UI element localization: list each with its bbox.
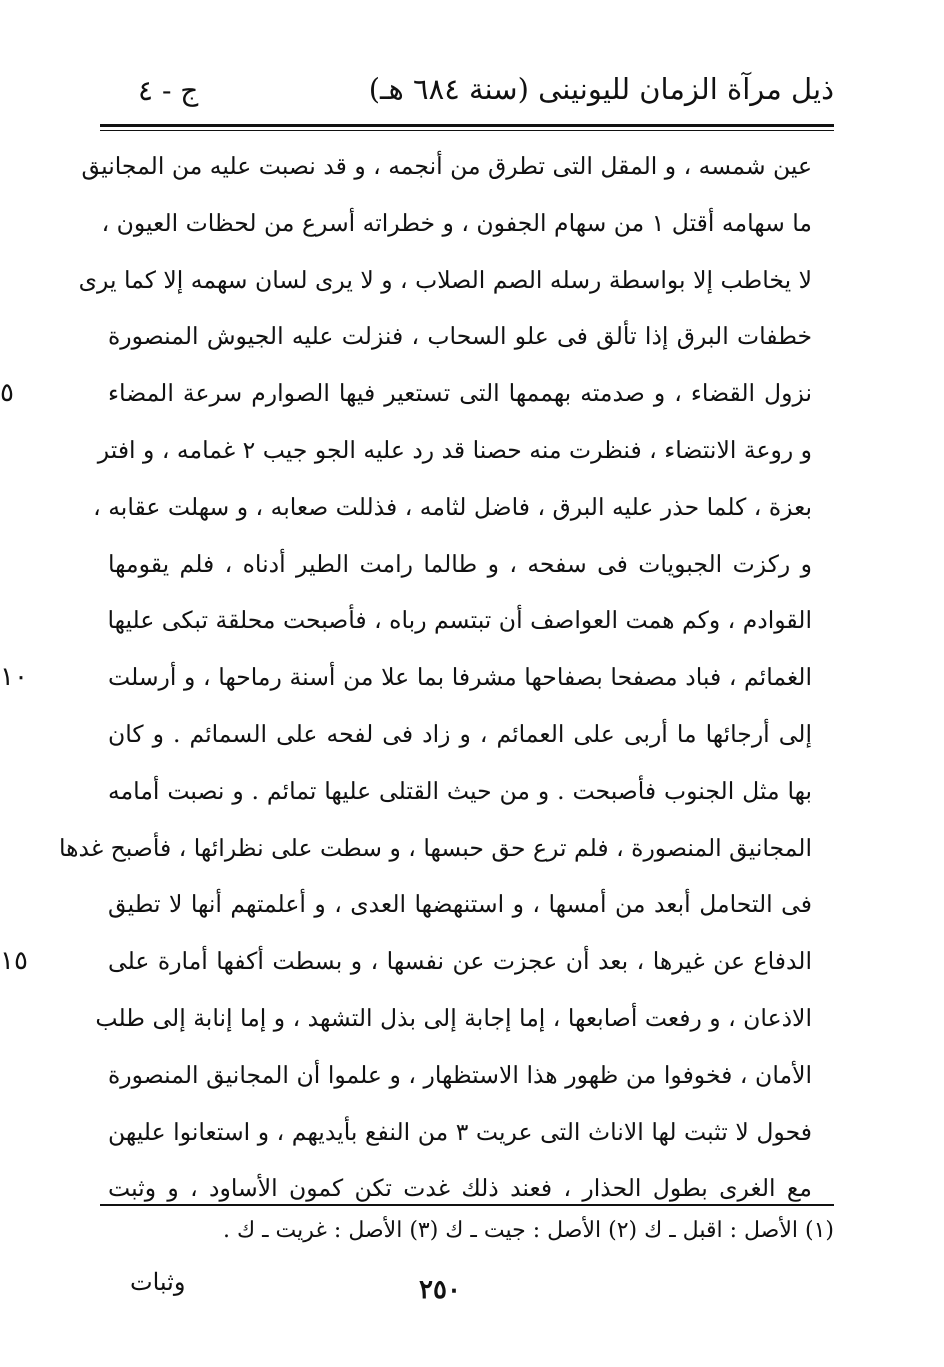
- text-line-14: [108, 876, 812, 933]
- text-line-18: [108, 1104, 812, 1161]
- line-number: ١٠: [0, 662, 28, 693]
- footnote-rule: [100, 1204, 834, 1206]
- header-rule-thick: [100, 124, 834, 127]
- line-text: المجانيق المنصورة ، فلم ترع حق حبسها ، و سطت على نظرائها ، فأصبح غدها: [58, 833, 812, 862]
- line-text: و ركزت الجبويات فى سفحه ، و طالما رامت الطير أدناه ، فلم يقومها: [108, 549, 812, 578]
- line-text: خطفات البرق إذا تألق فى علو السحاب ، فنزلت عليه الجيوش المنصورة: [108, 322, 812, 351]
- line-text: نزول القضاء ، و صدمته بهممها التى تستعير فيها الصوارم سرعة المضاء: [108, 379, 812, 408]
- text-line-6: [97, 422, 812, 479]
- text-line-2: [101, 195, 812, 252]
- text-line-17: [108, 1047, 812, 1104]
- text-line-12: [108, 763, 812, 820]
- line-text: عين شمسه ، و المقل التى تطرق من أنجمه ، و قد نصبت عليه من المجانيق: [81, 152, 812, 180]
- header-volume: ج - ٤: [138, 74, 199, 107]
- line-text: بعزة ، كلما حذر عليه البرق ، فاضل لثامه ، فذللت صعابه ، و سهلت عقابه ،: [93, 492, 812, 521]
- line-text: و روعة الانتضاء ، فنظرت منه حصنا قد رد عليه الجو جيب ٢ غمامه ، و افتر: [97, 435, 812, 464]
- line-text: بها مثل الجنوب فأصبحت . و من حيث القتلى عليها تمائم . و نصبت أمامه: [108, 776, 812, 805]
- text-line-3: [78, 252, 812, 309]
- line-text: لا يخاطب إلا بواسطة رسله الصم الصلاب ، و لا يرى لسان سهمه إلا كما يرى: [78, 265, 812, 294]
- page-number: ٢٥٠: [419, 1275, 461, 1305]
- text-line-9: [108, 592, 812, 649]
- line-text: مع الغرى بطول الحذار ، فعند ذلك غدت تكن كمون الأساود ، و وثبت: [108, 1174, 812, 1203]
- line-number: ٥: [0, 378, 14, 409]
- header-rule-thin: [100, 130, 834, 131]
- header-title: ذيل مرآة الزمان لليونينى (سنة ٦٨٤ هـ): [368, 72, 834, 106]
- text-line-4: [108, 308, 812, 365]
- text-line-11: [108, 706, 812, 763]
- text-line-5: [0, 365, 812, 422]
- line-text: إلى أرجائها ما أربى على العمائم ، و زاد فى لفحه على السمائم . و كان: [108, 719, 812, 748]
- text-line-15: [0, 933, 812, 990]
- footnotes: (١) الأصل : اقبل ـ ك (٢) الأصل : جيت ـ ك (٣) الأصل : غريت ـ ك .: [223, 1218, 834, 1243]
- running-header: [100, 68, 834, 118]
- line-text: ما سهامه أقتل ١ من سهام الجفون ، و خطراته أسرع من لحظات العيون ،: [101, 208, 812, 237]
- main-text-block: [0, 138, 812, 1217]
- line-text: الدفاع عن غيرها ، بعد أن عجزت عن نفسها ، و بسطت أكفها أمارة على: [108, 947, 812, 976]
- text-line-1: [81, 138, 812, 195]
- text-line-8: [108, 536, 812, 593]
- line-text: القوادم ، وكم همت العواصف أن تبتسم رباه ، فأصبحت محلقة تبكى عليها: [107, 606, 812, 635]
- line-number: ١٥: [0, 946, 28, 977]
- text-line-10: [0, 649, 812, 706]
- text-line-13: [58, 820, 812, 877]
- line-text: فى التحامل أبعد من أمسها ، و استنهضها العدى ، و أعلمتهم أنها لا تطيق: [108, 890, 812, 919]
- text-line-19: [108, 1160, 812, 1217]
- line-text: الغمائم ، فباد مصفحا بصفاحها مشرفا بما علا من أسنة رماحها ، و أرسلت: [108, 663, 812, 692]
- text-line-7: [93, 479, 812, 536]
- line-text: فحول لا تثبت لها الاناث التى عريت ٣ من النفع بأيديهم ، و استعانوا عليهن: [108, 1117, 812, 1146]
- catchword: وثبات: [130, 1268, 186, 1296]
- text-line-16: [95, 990, 812, 1047]
- line-text: الأمان ، فخوفوا من ظهور هذا الاستظهار ، و علموا أن المجانيق المنصورة: [108, 1060, 812, 1089]
- line-text: الاذعان ، و رفعت أصابعها ، إما إجابة إلى بذل التشهد ، و إما إنابة إلى طلب: [95, 1003, 812, 1032]
